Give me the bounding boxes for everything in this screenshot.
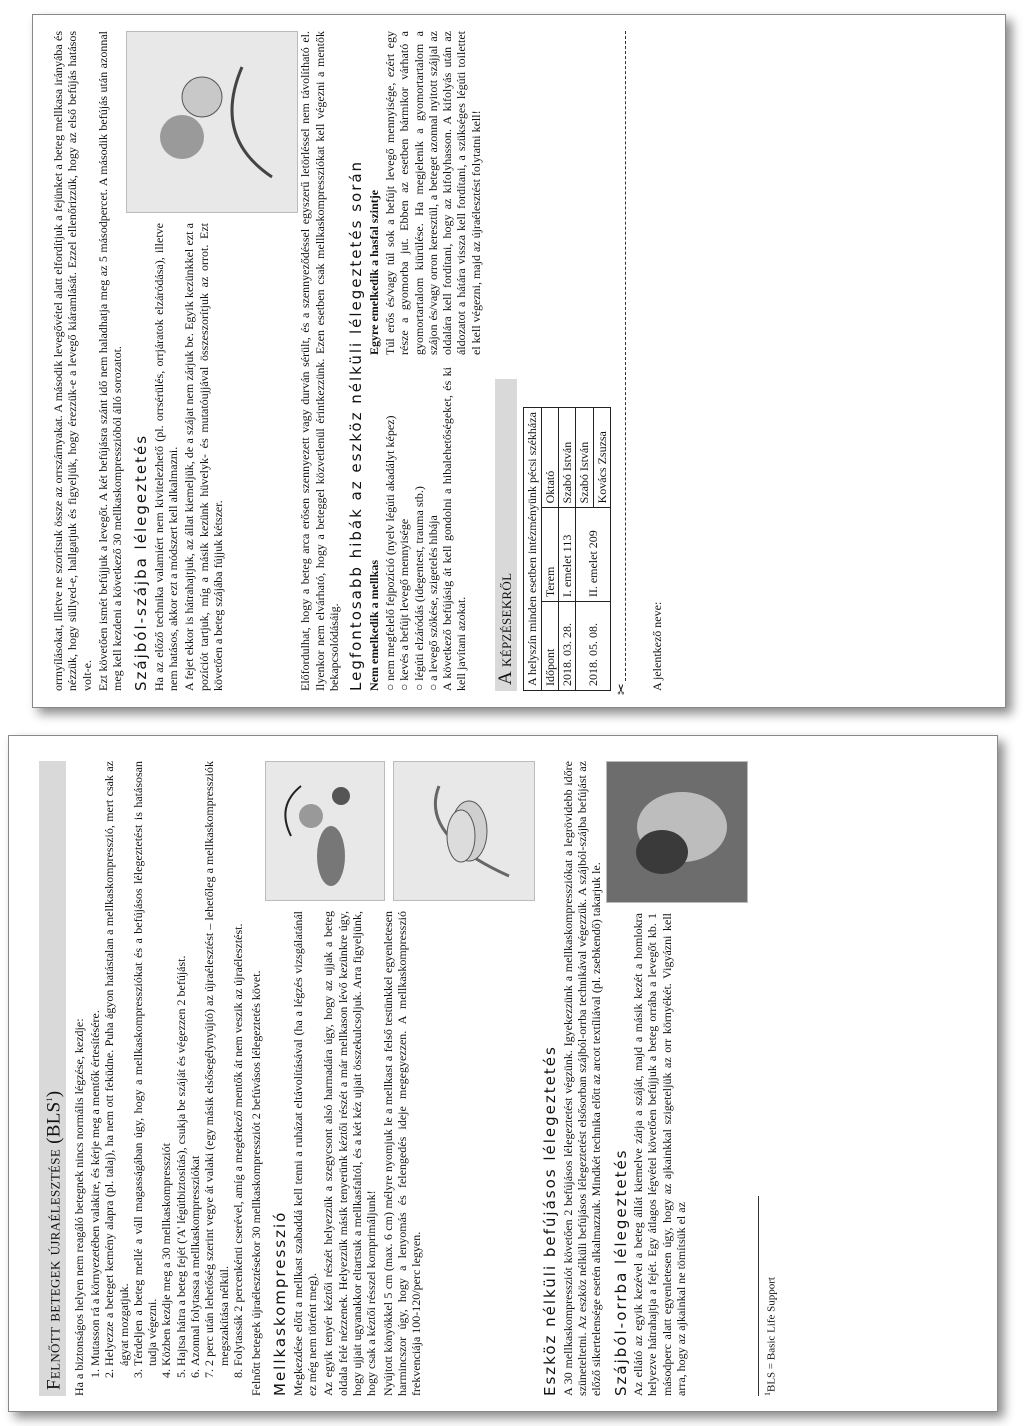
step-item: 3. Térdeljen a beteg mellé a váll magasságában úgy, hogy a mellkaskompressziókat és a befújásos lélegeztetést is hatásosan tudja végezni. (131, 761, 160, 1366)
step-item: 2. Helyezze a beteget kemény alapra (pl. talaj), ha nem ott feküdne. Puha ágyon hatástalan a mellkaskompresszió, mert csak az ágyat mozgatjuk. (102, 761, 131, 1366)
mouth-to-mouth-illustration (126, 31, 298, 213)
continuation-paragraph: orrnyílásokat, illetve ne szorítsuk össze az orrszárnyakat. A második levegővétel alatt elfordítjuk a fejünket a beteg mellkasa irányába és nézzük, hogy süllyed-e, hallgatjuk és figyeljük, hogy érezzük-e a levegő kiáramlását. Ezzel ellenőrizzük, hogy az első befújás hatásos volt-e. (51, 31, 94, 691)
title-footnote-mark: 1 (45, 1097, 54, 1102)
footnote-mark: 1 (762, 1392, 772, 1396)
mouth-mouth-paragraph: A fejet ekkor is hátrahajtjuk, az állat kiemeljük, de a szájat nem zárjuk be. Egyik kezünkkel ezt a pozíciót tartjuk, míg a másik kezünk hüvelyk- és mutatóujjával összeszorítjuk az orrot. Ezt követően a beteg szájába fújjuk kétszer. (182, 223, 225, 691)
no-device-paragraph: A 30 mellkaskompressziót követően 2 befújásos lélegeztetést végzünk. Igyekezzünk a mellkaskompressziókat a legrövidebb időre szüneteltetni. Az eszköz nélküli befújásos lélegeztetést elsősorban szájból-orrba technikával végezzük. A szájból-szájba befújást az előző sikertelensége esetén alkalmazzuk. Mindkét technika előtt az arcot textíliával (pl. zsebkendő) takarjuk le. (560, 761, 604, 1396)
error-item: ○ légúti elzáródás (idegentest, trauma stb.) (412, 367, 426, 691)
cpr-scene-icon (271, 766, 379, 896)
error-item: ○ nem megfelelő fejpozíció (nyelv légúti akadályt képez) (383, 367, 397, 691)
step-item: 1. Mutasson rá a környezetében valakire, és kérje meg a mentők értesítésére. (88, 761, 102, 1366)
error-item: ○ kevés a befújt levegő mennyisége (397, 367, 411, 691)
section-title-compression: Mellkaskompresszió (271, 1210, 290, 1396)
page-title (39, 761, 66, 1396)
section-title-mouth-nose: Szájból-orrba lélegeztetés (611, 1148, 630, 1396)
table-cell: Szabó István (576, 408, 593, 508)
trainings-heading: A képzésekről (495, 379, 517, 691)
compression-paragraph: Megkezdése előtt a mellkast szabaddá kell tenni a ruházat eltávolításával (ha a légzés vizsgálatánál ez még nem történt meg). (290, 911, 320, 1396)
table-cell: II. emelet 209 (576, 508, 611, 602)
mouth-nose-photo (606, 761, 748, 903)
rescuer-icon (132, 37, 292, 207)
table-header: Időpont (541, 602, 558, 691)
error-left-tail: A következő befújásig át kell gondolni a hibalehetőségeket, és ki kell javítani azokat. (440, 367, 469, 691)
table-row (558, 408, 575, 691)
compression-paragraph: Nyújtott könyökkel 5 cm (max. 6 cm) mélyre nyomjuk le a mellkast a felső testünkkel egyenletesen harmincszor úgy, hogy a lenyomás és felengedés ideje megegyezzen. A mellkaskompresszió frekvenciája 100-120/perc legyen. (380, 911, 424, 1396)
table-cell: 2018. 03. 28. (558, 602, 575, 691)
title-end: ) (43, 1090, 65, 1098)
error-right-title: Egyre emelkedik a hasfal szintje (366, 189, 381, 355)
page-right-content (51, 31, 991, 695)
table-header-row (541, 408, 558, 691)
table-row (576, 408, 593, 691)
mouth-mouth-paragraph: Előfordulhat, hogy a beteg arca erősen szennyezett vagy durván sérült, és a szennyeződéssel egyszerű letörléssel nem távolítható el. Ilyenkor nem elvárható, hogy a beteggel közvetlenül érintkezzünk. Ezen esetben csak mellkaskompressziókat kell végezni a mentők bekapcsolódásáig. (298, 31, 342, 691)
step-item: 8. Folytassák 2 percenkénti cserével, amíg a megérkező mentők át nem veszik az újraélesztést. (231, 761, 245, 1366)
section-title-mouth-mouth: Szájból-szájba lélegeztetés (132, 433, 151, 691)
footnote (758, 1196, 779, 1396)
document-page-left (8, 735, 998, 1412)
cpr-scene-illustration (265, 761, 385, 901)
error-right-paragraph: Túl erős és/vagy túl sok a befújt levegő mennyisége, ezért egy része a gyomorba jut. Ebben az esetben bármikor várható a gyomortartalom kiürülése. Ha megjelenik a gyomortartalom a szájon és/vagy orron keresztül, a beteget azonnal nyitott szájjal az oldalára kell fordítani, hogy az kifolyhasson. A kifolyás után az áldozatot a hátára vissza kell fordítani, a szükséges légúti toilettet el kell végezni, majd az újraélesztést folytatni kell! (382, 31, 483, 355)
closing-text: Felnőtt betegek újraélesztésekor 30 mellkaskompressziót 2 befúvásos lélegeztetés követ. (249, 970, 264, 1396)
face-icon (612, 767, 742, 897)
document-page-right (32, 14, 1006, 708)
table-header: Oktató (541, 408, 558, 508)
training-schedule-table (523, 407, 610, 691)
steps-list (88, 761, 245, 1396)
error-left-title: Nem emelkedik a mellkas (366, 560, 381, 691)
table-header: Terem (541, 508, 558, 602)
step-item: 6. Azonnal folytassa a mellkaskompressziókat (188, 761, 202, 1366)
hand-position-illustration (393, 761, 535, 901)
table-cell: Kovács Zsuzsa (593, 408, 610, 508)
table-cell: I. emelet 113 (558, 508, 575, 602)
error-item: ○ a levegő szökése, szigetelés hibája (426, 367, 440, 691)
section-title-errors: Legfontosabb hibák az eszköz nélküli lélegeztetés során (347, 159, 366, 691)
errors-columns (367, 31, 485, 691)
compression-paragraph: Az egyik tenyér kéztői részét helyezzük a szegycsont alsó harmadára úgy, hogy az ujjak a beteg oldala felé nézzenek. Helyezzük másik tenyerünk kéztői részét a már mellkason lévő kezünkre úgy, hogy ujjait ugyanakkor eltartsuk a mellkasfaltól, és a két kéz ujjait összekulcsoljuk. Arra figyeljünk, hogy csak a kéztői résszel komprimáljunk! (321, 911, 379, 1396)
scissors-icon: ✂ (614, 683, 630, 695)
cut-line (614, 31, 640, 695)
table-cell: Szabó István (558, 408, 575, 508)
hands-icon (399, 766, 529, 896)
applicant-label[interactable]: A jelentkező neve: (649, 601, 664, 691)
step-item: 7. 2 perc után lehetőség szerint vegye át valaki (egy másik elsősegélynyújtó) az újraélesztést – lehetőleg a mellkaskompressziók megszakítása nélkül. (202, 761, 231, 1366)
step-item: 4. Közben kezdje meg a 30 mellkaskompressziót (159, 761, 173, 1366)
section-title-no-device: Eszköz nélküli befújásos lélegeztetés (541, 1045, 560, 1396)
intro-text: Ha a biztonságos helyen nem reagáló betegnek nincs normális légzése, kezdje: (71, 1018, 86, 1396)
footnote-text: BLS = Basic Life Support (765, 1277, 778, 1392)
table-cell: 2018. 05. 08. (576, 602, 611, 691)
mouth-nose-paragraph: Az ellátó az egyik kezével a beteg állát kiemelve zárja a száját, majd a másik kezét a homlokra helyezve hátrahajtja a fejét. Egy átlagos légvétel követően befújjuk a beteg orrába a levegőt kb. 1 másodperc alatt egyenletesen úgy, hogy az ajkainkkal szigeteljük az orr környékét. Vigyázni kell arra, hogy az ajkainkal ne tömítsük el az (630, 913, 688, 1396)
error-list (383, 367, 440, 691)
page-left-content (39, 761, 939, 1396)
continuation-paragraph: Ezt követően ismét befújjuk a levegőt. A két befújásra szánt idő nem haladhatja meg az 5 másodpercet. A második befújás után azonnal meg kell kezdeni a következő 30 mellkaskompresszióból álló sorozatot. (95, 31, 125, 691)
mouth-mouth-paragraph: Ha az előző technika valamiért nem kivitelezhető (pl. orrsérülés, orrjáratok elzáródása), illetve nem hatásos, akkor ezt a módszert kell alkalmazni. (151, 223, 181, 691)
step-item: 5. Hajtsa hátra a beteg fejét ('A' légútbiztosítás), csukja be száját és végezzen 2 befújást. (174, 761, 188, 1366)
table-caption: A helyszín minden esetben intézményünk pécsi székháza (524, 408, 541, 691)
title-text: Felnőtt betegek újraélesztése (BLS (43, 1101, 65, 1390)
